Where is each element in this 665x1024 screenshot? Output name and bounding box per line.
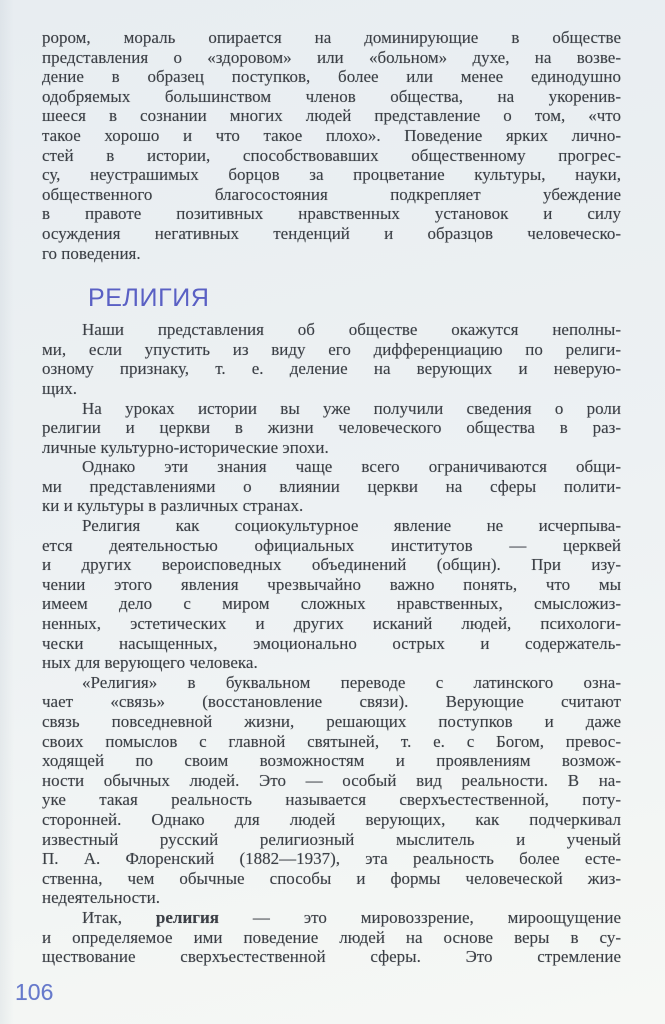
text-line: религии и церкви в жизни человеческого общества в раз- <box>42 418 621 438</box>
text-line: ми, если упустить из виду его дифференциацию по религи- <box>42 339 621 359</box>
page-edge-shading <box>0 0 14 1024</box>
page-number: 106 <box>15 979 54 1005</box>
paragraph <box>42 28 621 263</box>
paragraph <box>42 673 621 908</box>
text-line: ществование сверхъестественной сферы. Это стремление <box>42 947 621 967</box>
text-line: шееся в сознании многих людей представление о том, «что <box>42 106 621 126</box>
text-line: го поведения. <box>42 243 141 263</box>
text-segment: — это мировоззрение, мироощущение <box>218 907 622 927</box>
text-line: рором, мораль опирается на доминирующие в обществе <box>42 28 621 47</box>
text-line: чает «связь» (восстановление связи). Верующие считают <box>42 692 621 712</box>
paragraph <box>42 457 621 516</box>
text-line: Наши представления об обществе окажутся неполны- <box>82 320 621 340</box>
text-line: ется деятельностью официальных институтов — церквей <box>42 535 621 555</box>
text-line: «Религия» в буквальном переводе с латинского озна- <box>82 672 621 692</box>
text-line: На уроках истории вы уже получили сведения о роли <box>82 398 621 418</box>
text-line: П. А. Флоренский (1882—1937), эта реальность более есте- <box>42 849 621 869</box>
text-line: личные культурно-исторические эпохи. <box>42 437 329 457</box>
text-line: Религия как социокультурное явление не исчерпыва- <box>82 516 621 536</box>
text-line: ки и культуры в различных странах. <box>42 496 304 516</box>
paragraph <box>42 399 621 458</box>
paragraph <box>42 908 621 967</box>
text-line: связь повседневной жизни, решающих поступков и даже <box>42 712 621 731</box>
intro-paragraph-container <box>42 28 621 263</box>
text-line: своих помыслов с главной святыней, т. е. с Богом, превос- <box>42 731 621 751</box>
text-line: ми представлениями о влиянии церкви на сферы полити- <box>42 476 621 496</box>
text-segment: Итак, <box>82 907 156 927</box>
paragraph <box>42 516 621 673</box>
text-line: чески насыщенных, эмоционально острых и содержатель- <box>42 633 621 653</box>
text-line: такое хорошо и что такое плохо». Поведение ярких лично- <box>42 125 621 145</box>
text-line: уке такая реальность называется сверхъестественной, поту- <box>42 790 621 810</box>
text-line: стей в истории, способствовавших общественному прогрес- <box>42 145 621 165</box>
text-line: сторонней. Однако для людей верующих, как подчеркивал <box>42 809 621 829</box>
text-line: и других вероисповедных объединений (общин). При изу- <box>42 555 621 575</box>
text-line: и определяемое ими поведение людей на основе веры в су- <box>42 927 621 947</box>
text-line: дение в образец поступков, более или менее единодушно <box>42 67 621 87</box>
text-line: ных для верующего человека. <box>42 653 258 673</box>
text-line: известный русский религиозный мыслитель и ученый <box>42 829 621 849</box>
text-line: недеятельности. <box>42 888 160 908</box>
paragraph <box>42 320 621 398</box>
text-line: в правоте позитивных нравственных установок и силу <box>42 204 621 224</box>
text-line: ственна, чем обычные способы и формы человеческой жиз- <box>42 868 621 888</box>
text-line: ненных, эстетических и других исканий людей, психологи- <box>42 614 621 634</box>
text-line: чении этого явления чрезвычайно важно понять, что мы <box>42 574 621 594</box>
bold-term: религия <box>155 907 219 927</box>
section-heading: РЕЛИГИЯ <box>88 284 210 313</box>
text-line: су, неустрашимых борцов за процветание культуры, науки, <box>42 165 621 185</box>
text-line: представления о «здоровом» или «больном» духе, на возве- <box>42 47 621 67</box>
text-line: щих. <box>42 378 77 398</box>
text-line: общественного благосостояния подкрепляет убеждение <box>42 184 621 204</box>
text-line: Однако эти знания чаще всего ограничиваются общи- <box>82 457 621 477</box>
text-line: одобряемых большинством членов общества, на укоренив- <box>42 86 621 106</box>
text-line: имеем дело с миром сложных нравственных, смысложиз- <box>42 594 621 614</box>
text-line: озному признаку, т. е. деление на верующих и неверую- <box>42 359 621 379</box>
body-paragraphs-container <box>42 320 621 967</box>
text-line: ходящей по своим возможностям и проявлениям возмож- <box>42 751 621 771</box>
text-line: осуждения негативных тенденций и образцов человеческо- <box>42 223 621 243</box>
text-line: ности обычных людей. Это — особый вид реальности. В на- <box>42 770 621 790</box>
text-line <box>42 908 621 928</box>
